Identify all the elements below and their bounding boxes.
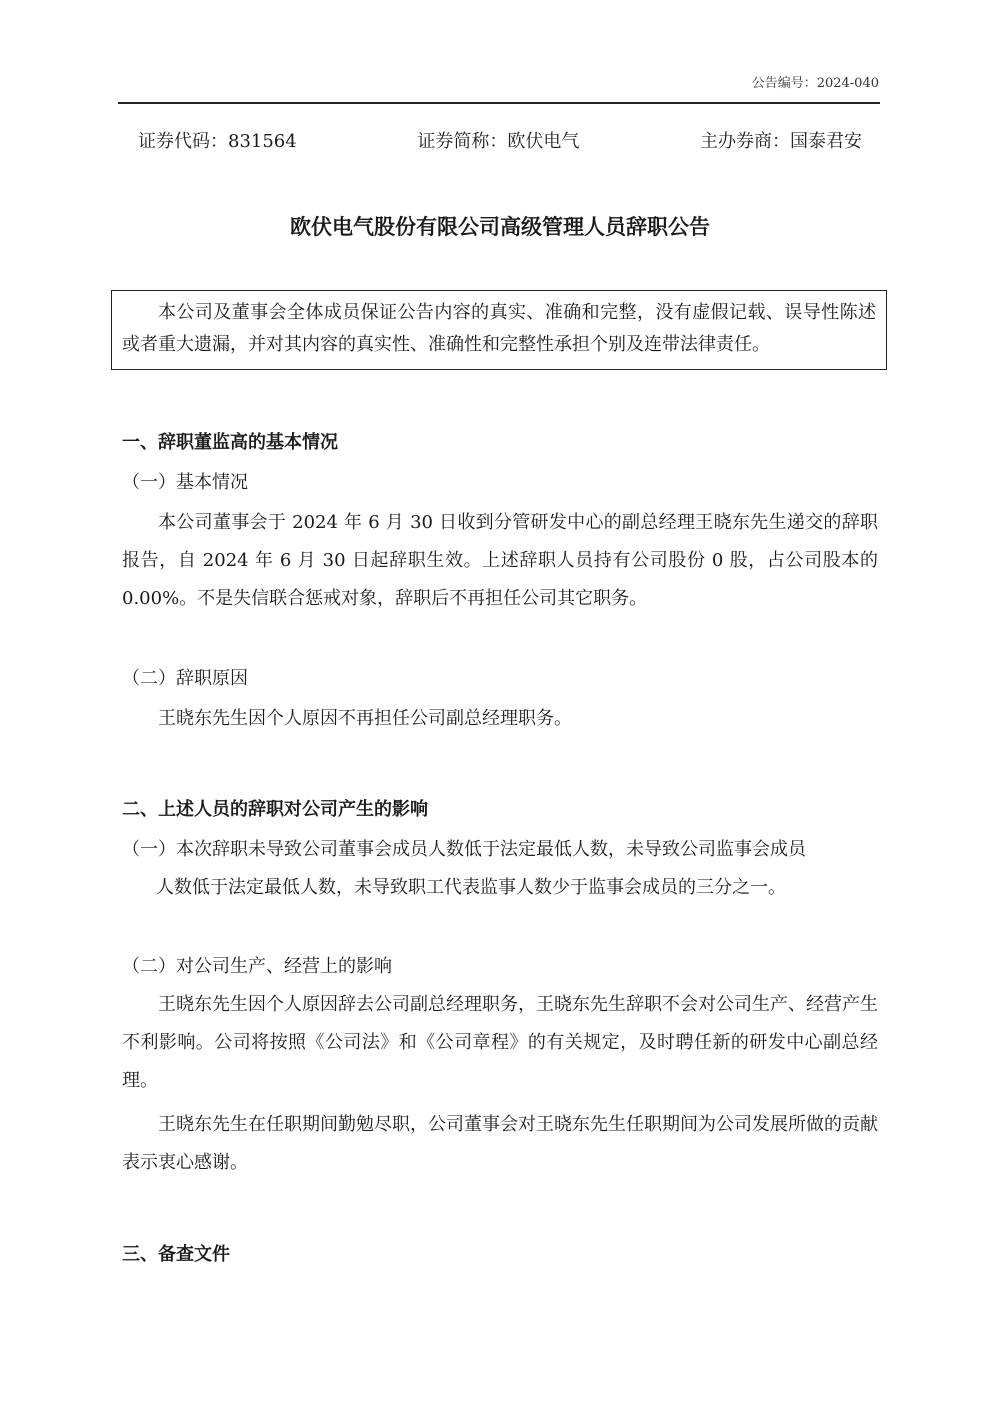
section2-sub1-line1: （一）本次辞职未导致公司董事会成员人数低于法定最低人数，未导致公司监事会成员 xyxy=(122,839,806,860)
header-rule xyxy=(118,102,880,104)
section2-heading: 二、上述人员的辞职对公司产生的影响 xyxy=(122,799,428,820)
announcement-number: 公告编号：2024-040 xyxy=(751,76,879,91)
sponsor-broker: 主办券商：国泰君安 xyxy=(700,131,862,152)
section2-sub2-heading: （二）对公司生产、经营上的影响 xyxy=(122,956,392,977)
section1-sub2-paragraph: 王晓东先生因个人原因不再担任公司副总经理职务。 xyxy=(158,708,572,729)
securities-info xyxy=(138,128,862,156)
section2-sub2-paragraph2: 王晓东先生在任职期间勤勉尽职，公司董事会对王晓东先生任职期间为公司发展所做的贡献表示衷心感谢。 xyxy=(122,1114,878,1173)
section1-sub1-paragraph: 本公司董事会于 2024 年 6 月 30 日收到分管研发中心的副总经理王晓东先生递交的辞职报告，自 2024 年 6 月 30 日起辞职生效。上述辞职人员持有公司股份 0 股，占公司股本的 0.00%。不是失信联合惩戒对象，辞职后不再担任公司其它职务。 xyxy=(122,512,878,609)
section1-sub2-heading: （二）辞职原因 xyxy=(122,668,248,689)
section2-sub1-line2: 人数低于法定最低人数，未导致职工代表监事人数少于监事会成员的三分之一。 xyxy=(156,877,786,898)
document-title: 欧伏电气股份有限公司高级管理人员辞职公告 xyxy=(290,214,710,239)
section3-heading: 三、备查文件 xyxy=(122,1244,230,1265)
declaration-box xyxy=(111,290,887,370)
section2-sub2-paragraph1: 王晓东先生因个人原因辞去公司副总经理职务，王晓东先生辞职不会对公司生产、经营产生不利影响。公司将按照《公司法》和《公司章程》的有关规定，及时聘任新的研发中心副总经理。 xyxy=(122,994,878,1091)
declaration-text: 本公司及董事会全体成员保证公告内容的真实、准确和完整，没有虚假记载、误导性陈述或者重大遗漏，并对其内容的真实性、准确性和完整性承担个别及连带法律责任。 xyxy=(122,302,876,355)
securities-short-name: 证券简称：欧伏电气 xyxy=(417,131,580,152)
securities-code: 证券代码：831564 xyxy=(138,131,297,152)
section1-sub1-heading: （一）基本情况 xyxy=(122,472,248,493)
section2-sub1-paragraph xyxy=(122,831,878,907)
section1-heading: 一、辞职董监高的基本情况 xyxy=(122,432,338,453)
